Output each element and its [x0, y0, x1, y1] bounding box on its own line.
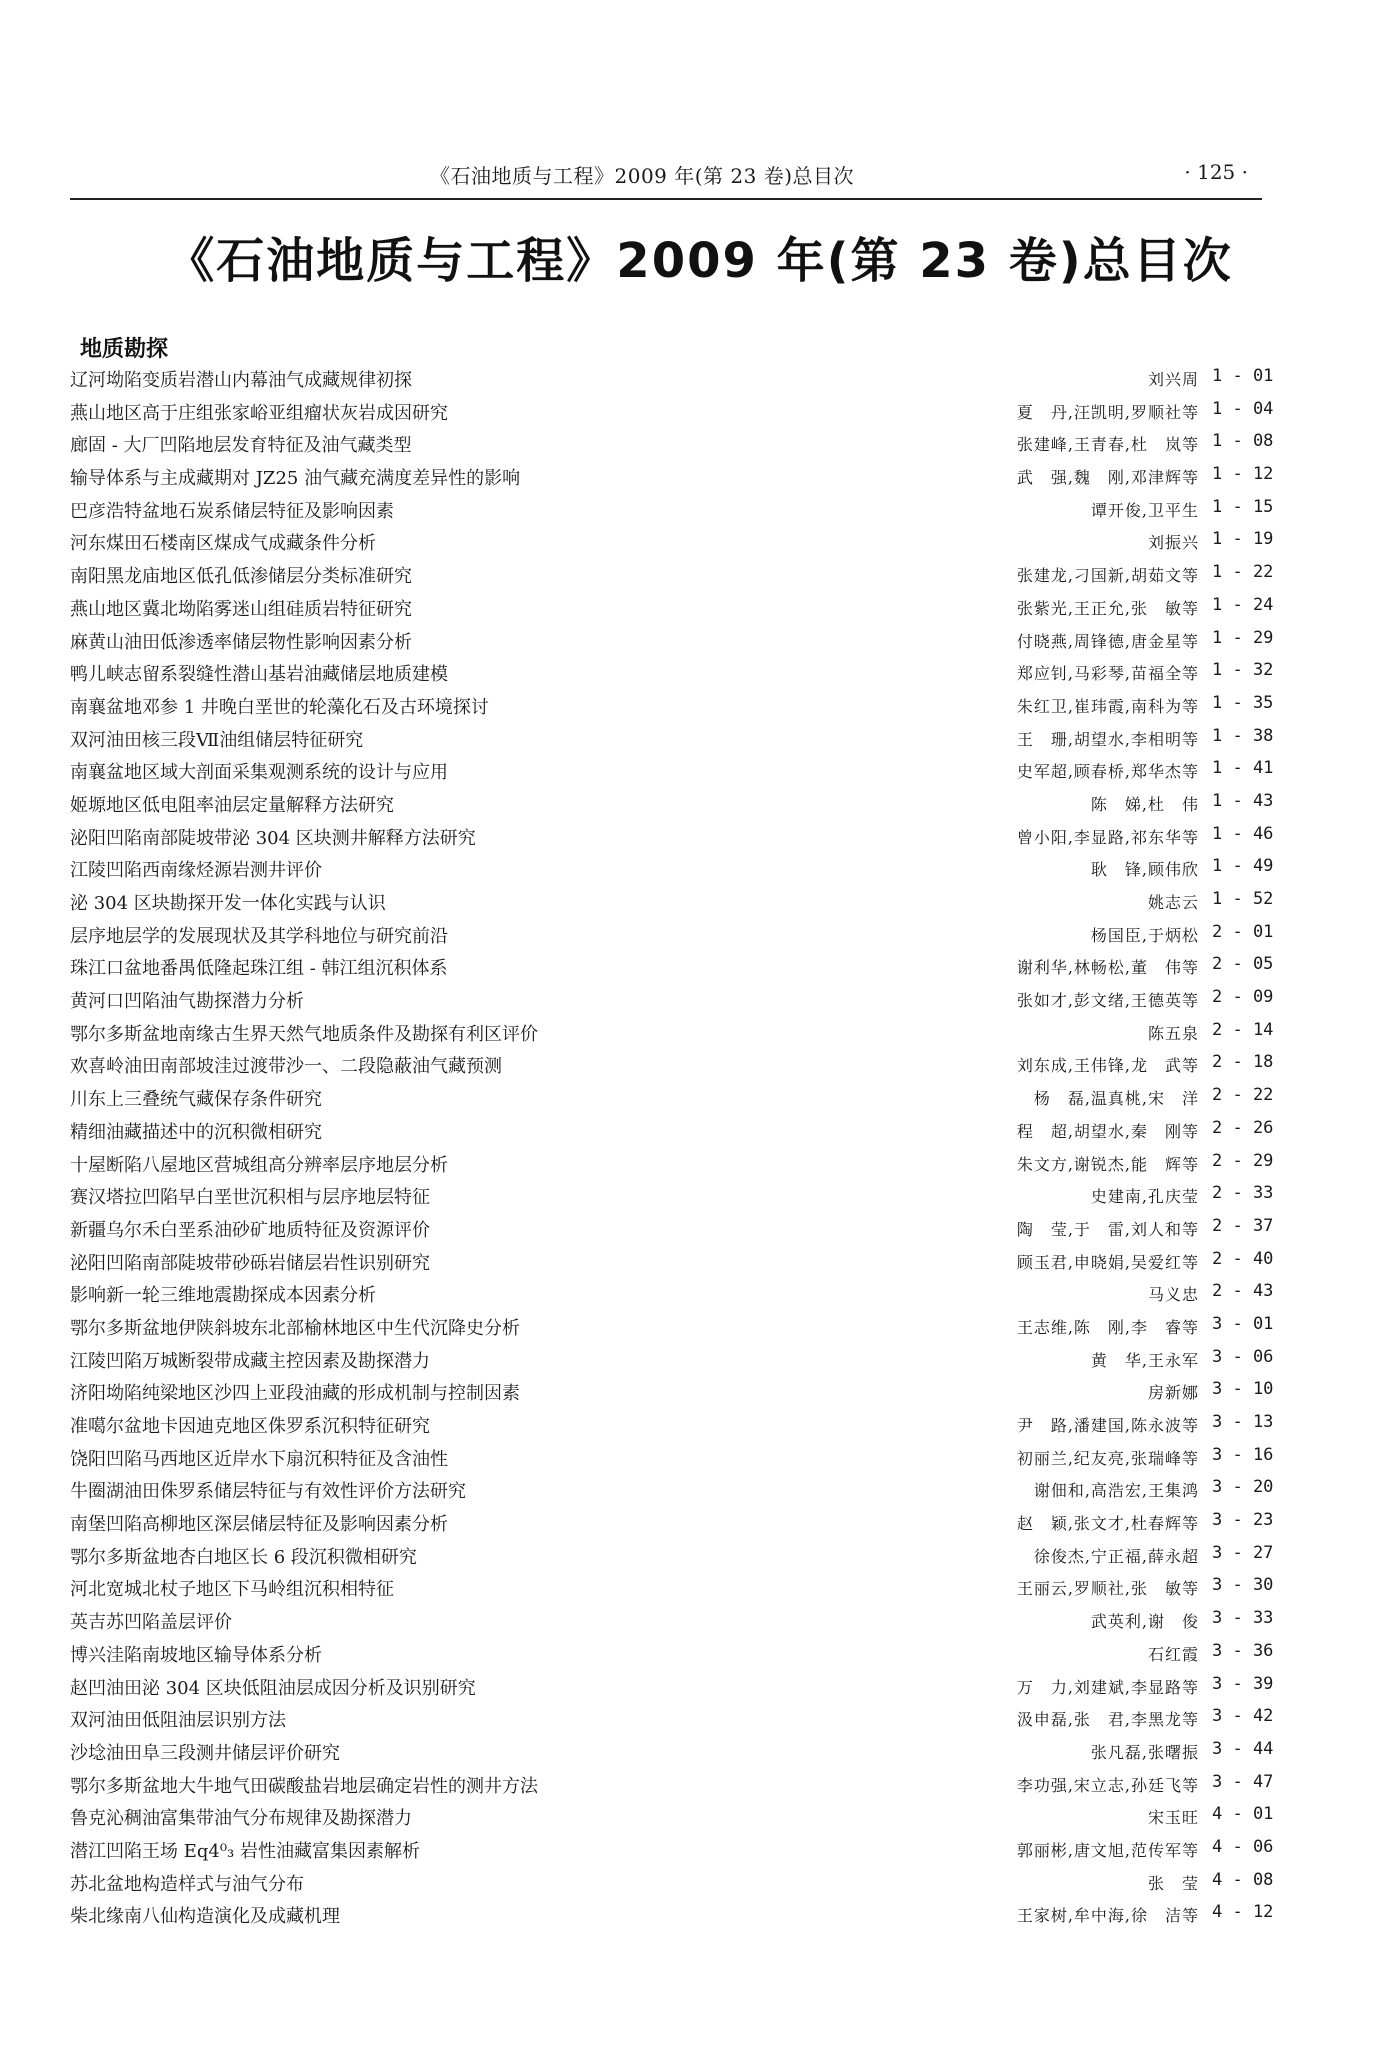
entry-title: 河北宽城北杖子地区下马岭组沉积相特征 — [70, 1579, 394, 1601]
toc-entry — [0, 1147, 1399, 1180]
entry-page: 3 - 33 — [1212, 1608, 1274, 1629]
entry-page: 1 - 41 — [1212, 758, 1274, 779]
entry-page: 1 - 04 — [1212, 398, 1274, 419]
entry-title: 泌阳凹陷南部陡坡带泌 304 区块测井解释方法研究 — [70, 827, 476, 849]
entry-authors: 刘兴周 — [1147, 370, 1199, 389]
entry-page: 1 - 46 — [1212, 823, 1274, 844]
entry-authors: 马义忠 — [1147, 1285, 1199, 1305]
toc-entry — [0, 754, 1399, 787]
entry-title: 鲁克沁稠油富集带油气分布规律及勘探潜力 — [70, 1808, 412, 1830]
entry-title: 牛圈湖油田侏罗系储层特征与有效性评价方法研究 — [70, 1481, 466, 1503]
entry-authors: 王志维,陈 刚,李 睿等 — [1016, 1317, 1199, 1337]
entry-page: 1 - 52 — [1212, 889, 1274, 909]
entry-authors: 张凡磊,张曙振 — [1090, 1742, 1199, 1762]
entry-page: 2 - 18 — [1212, 1052, 1274, 1073]
entry-title: 泌阳凹陷南部陡坡带砂砾岩储层岩性识别研究 — [70, 1252, 430, 1274]
toc-entry — [0, 1212, 1399, 1245]
entry-authors: 朱文方,谢锐杰,能 辉等 — [1016, 1154, 1199, 1174]
entry-authors: 谭开俊,卫平生 — [1090, 500, 1199, 520]
toc-entry — [0, 787, 1399, 820]
entry-title: 十屋断陷八屋地区营城组高分辨率层序地层分析 — [70, 1154, 448, 1176]
entry-title: 燕山地区高于庄组张家峪亚组瘤状灰岩成因研究 — [70, 402, 448, 424]
toc-entry — [0, 1539, 1399, 1572]
toc-entry — [0, 1179, 1399, 1212]
entry-title: 济阳坳陷纯梁地区沙四上亚段油藏的形成机制与控制因素 — [70, 1383, 520, 1405]
entry-title: 鸭儿峡志留系裂缝性潜山基岩油藏储层地质建模 — [70, 664, 448, 686]
entry-page: 4 - 01 — [1212, 1804, 1274, 1825]
entry-authors: 刘东成,王伟锋,龙 武等 — [1016, 1056, 1199, 1076]
entry-title: 南堡凹陷高柳地区深层储层特征及影响因素分析 — [70, 1514, 448, 1536]
entry-authors: 姚志云 — [1147, 893, 1199, 912]
entry-page: 1 - 22 — [1212, 562, 1274, 583]
entry-page: 2 - 22 — [1212, 1085, 1274, 1106]
toc-entry — [0, 427, 1399, 460]
toc-entry — [0, 1408, 1399, 1441]
entry-page: 2 - 43 — [1212, 1281, 1274, 1302]
entry-title: 麻黄山油田低渗透率储层物性影响因素分析 — [70, 631, 412, 653]
toc-entry — [0, 1277, 1399, 1310]
entry-authors: 耿 锋,顾伟欣 — [1090, 860, 1199, 880]
entry-page: 1 - 29 — [1212, 627, 1274, 648]
entry-title: 河东煤田石楼南区煤成气成藏条件分析 — [70, 533, 376, 555]
entry-authors: 陈 娣,杜 伟 — [1090, 794, 1199, 814]
entry-authors: 付晓燕,周锋德,唐金星等 — [1016, 631, 1199, 651]
toc-entry — [0, 1441, 1399, 1474]
entry-page: 1 - 15 — [1212, 496, 1274, 517]
entry-page: 1 - 19 — [1212, 529, 1274, 550]
entry-authors: 李功强,宋立志,孙廷飞等 — [1016, 1775, 1199, 1795]
entry-title: 南阳黑龙庙地区低孔低渗储层分类标准研究 — [70, 566, 412, 588]
entry-authors: 顾玉君,申晓娟,吴爱红等 — [1016, 1252, 1199, 1272]
toc-entry — [0, 1670, 1399, 1703]
toc-entry — [0, 689, 1399, 722]
running-header — [70, 158, 1262, 200]
entry-page: 3 - 13 — [1212, 1412, 1274, 1432]
entry-page: 1 - 49 — [1212, 856, 1274, 877]
entry-authors: 张 莹 — [1147, 1873, 1199, 1893]
entry-authors: 谢利华,林畅松,董 伟等 — [1016, 958, 1199, 978]
toc-entry — [0, 1310, 1399, 1343]
entry-title: 鄂尔多斯盆地南缘古生界天然气地质条件及勘探有利区评价 — [70, 1023, 538, 1045]
entry-authors: 王 珊,胡望水,李相明等 — [1016, 729, 1199, 749]
toc-entry — [0, 558, 1399, 591]
entry-authors: 徐俊杰,宁正福,薛永超 — [1033, 1546, 1199, 1566]
entry-page: 1 - 01 — [1212, 366, 1274, 386]
toc-entry — [0, 395, 1399, 428]
entry-page: 1 - 12 — [1212, 464, 1274, 485]
toc-entry — [0, 1114, 1399, 1147]
entry-authors: 史建南,孔庆莹 — [1090, 1187, 1199, 1207]
entry-authors: 郑应钊,马彩琴,苗福全等 — [1016, 664, 1199, 684]
entry-title: 双河油田核三段Ⅶ油组储层特征研究 — [70, 729, 364, 751]
entry-authors: 郭丽彬,唐文旭,范传军等 — [1016, 1840, 1199, 1860]
entry-page: 3 - 27 — [1212, 1542, 1274, 1563]
toc-entry — [0, 1604, 1399, 1637]
toc-entry — [0, 1637, 1399, 1670]
running-title: 《石油地质与工程》2009 年(第 23 卷)总目次 — [430, 164, 855, 188]
entry-title: 精细油藏描述中的沉积微相研究 — [70, 1121, 322, 1143]
entry-title: 沙埝油田阜三段测井储层评价研究 — [70, 1742, 340, 1764]
entry-title: 英吉苏凹陷盖层评价 — [70, 1612, 232, 1634]
entry-page: 3 - 44 — [1212, 1738, 1274, 1759]
entry-authors: 黄 华,王永军 — [1090, 1350, 1199, 1370]
entry-title: 鄂尔多斯盆地伊陕斜坡东北部榆林地区中生代沉降史分析 — [70, 1317, 520, 1339]
entry-page: 2 - 33 — [1212, 1183, 1274, 1204]
entry-authors: 房新娜 — [1147, 1383, 1199, 1403]
toc-entry — [0, 918, 1399, 951]
entry-title: 层序地层学的发展现状及其学科地位与研究前沿 — [70, 925, 448, 947]
entry-page: 4 - 08 — [1212, 1869, 1274, 1890]
entry-title: 黄河口凹陷油气勘探潜力分析 — [70, 991, 304, 1013]
entry-page: 1 - 35 — [1212, 692, 1274, 713]
entry-title: 输导体系与主成藏期对 JZ25 油气藏充满度差异性的影响 — [70, 468, 521, 490]
entry-authors: 宋玉旺 — [1147, 1808, 1199, 1828]
entry-authors: 尹 路,潘建国,陈永波等 — [1016, 1416, 1199, 1435]
entry-title: 赵凹油田泌 304 区块低阻油层成因分析及识别研究 — [70, 1677, 476, 1699]
toc-entry — [0, 1800, 1399, 1833]
page-number: · 125 · — [1184, 160, 1248, 184]
entry-authors: 张如才,彭文绪,王德英等 — [1016, 991, 1199, 1011]
entry-title: 潜江凹陷王场 Eq4⁰₃ 岩性油藏富集因素解析 — [70, 1840, 420, 1862]
toc-entry — [0, 1898, 1399, 1931]
toc-entry — [0, 1473, 1399, 1506]
entry-title: 姬塬地区低电阻率油层定量解释方法研究 — [70, 794, 394, 816]
toc-entry — [0, 1702, 1399, 1735]
entry-authors: 刘振兴 — [1147, 533, 1199, 553]
entry-authors: 万 力,刘建斌,李显路等 — [1016, 1677, 1199, 1697]
entry-title: 川东上三叠统气藏保存条件研究 — [70, 1089, 322, 1111]
entry-authors: 武英利,谢 俊 — [1090, 1612, 1199, 1632]
entry-page: 2 - 29 — [1212, 1150, 1274, 1171]
entry-authors: 王家树,牟中海,徐 洁等 — [1016, 1906, 1199, 1926]
entry-title: 辽河坳陷变质岩潜山内幕油气成藏规律初探 — [70, 370, 412, 391]
entry-title: 江陵凹陷西南缘烃源岩测井评价 — [70, 860, 322, 882]
entry-title: 巴彦浩特盆地石炭系储层特征及影响因素 — [70, 500, 394, 522]
entry-page: 2 - 05 — [1212, 954, 1274, 975]
entry-page: 1 - 24 — [1212, 594, 1274, 615]
entry-page: 2 - 01 — [1212, 921, 1274, 942]
entry-title: 鄂尔多斯盆地大牛地气田碳酸盐岩地层确定岩性的测井方法 — [70, 1775, 538, 1797]
toc-entry — [0, 885, 1399, 918]
entry-authors: 汲申磊,张 君,李黑龙等 — [1016, 1710, 1199, 1730]
entry-page: 3 - 16 — [1212, 1444, 1274, 1465]
toc-entry — [0, 1343, 1399, 1376]
entry-title: 准噶尔盆地卡因迪克地区侏罗系沉积特征研究 — [70, 1416, 430, 1437]
entry-page: 4 - 12 — [1212, 1902, 1274, 1923]
entry-authors: 张紫光,王正允,张 敏等 — [1016, 598, 1199, 618]
entry-authors: 初丽兰,纪友亮,张瑞峰等 — [1016, 1448, 1199, 1468]
entry-page: 2 - 26 — [1212, 1117, 1274, 1138]
entry-title: 燕山地区冀北坳陷雾迷山组硅质岩特征研究 — [70, 598, 412, 620]
entry-page: 3 - 47 — [1212, 1771, 1274, 1792]
entry-page: 3 - 06 — [1212, 1346, 1274, 1367]
toc-entry — [0, 1016, 1399, 1049]
entry-page: 3 - 39 — [1212, 1673, 1274, 1694]
entry-page: 2 - 14 — [1212, 1019, 1274, 1040]
entry-page: 3 - 36 — [1212, 1640, 1274, 1661]
toc-entry — [0, 820, 1399, 853]
page-title: 《石油地质与工程》2009 年(第 23 卷)总目次 — [166, 233, 1233, 289]
toc-entry — [0, 656, 1399, 689]
entry-page: 1 - 32 — [1212, 660, 1274, 681]
toc-entry — [0, 1833, 1399, 1866]
entry-authors: 史军超,顾春桥,郑华杰等 — [1016, 762, 1199, 782]
entry-page: 3 - 10 — [1212, 1379, 1274, 1400]
entry-authors: 石红霞 — [1147, 1644, 1199, 1664]
entry-authors: 杨 磊,温真桃,宋 洋 — [1033, 1089, 1199, 1109]
entry-page: 3 - 20 — [1212, 1477, 1274, 1498]
entry-page: 1 - 08 — [1212, 431, 1274, 452]
entry-page: 3 - 42 — [1212, 1706, 1274, 1727]
entry-page: 3 - 30 — [1212, 1575, 1274, 1596]
entry-title: 鄂尔多斯盆地杏白地区长 6 段沉积微相研究 — [70, 1546, 417, 1568]
entry-authors: 张建龙,刁国新,胡茹文等 — [1016, 566, 1199, 586]
toc-entry — [0, 1245, 1399, 1278]
entry-authors: 陈五泉 — [1147, 1023, 1199, 1043]
entry-title: 新疆乌尔禾白垩系油砂矿地质特征及资源评价 — [70, 1219, 430, 1241]
entry-title: 柴北缘南八仙构造演化及成藏机理 — [70, 1906, 340, 1928]
toc-entry — [0, 1735, 1399, 1768]
entry-authors: 陶 莹,于 雷,刘人和等 — [1016, 1219, 1199, 1239]
entry-authors: 谢佃和,高浩宏,王集鸿 — [1033, 1481, 1199, 1501]
entry-page: 4 - 06 — [1212, 1836, 1274, 1857]
entry-authors: 王丽云,罗顺社,张 敏等 — [1016, 1579, 1199, 1599]
toc-entry — [0, 983, 1399, 1016]
entry-page: 3 - 01 — [1212, 1313, 1274, 1334]
entry-authors: 赵 颖,张文才,杜春辉等 — [1016, 1514, 1199, 1534]
toc-entry — [0, 362, 1399, 395]
toc-entry — [0, 1081, 1399, 1114]
entry-title: 南襄盆地区域大剖面采集观测系统的设计与应用 — [70, 762, 448, 784]
entry-title: 廊固 - 大厂凹陷地层发育特征及油气藏类型 — [70, 435, 412, 457]
toc-entry — [0, 525, 1399, 558]
toc-list — [0, 362, 1399, 1931]
entry-authors: 武 强,魏 刚,邓津辉等 — [1016, 468, 1199, 488]
entry-title: 博兴洼陷南坡地区输导体系分析 — [70, 1644, 322, 1666]
toc-entry — [0, 624, 1399, 657]
entry-title: 泌 304 区块勘探开发一体化实践与认识 — [70, 893, 386, 914]
toc-entry — [0, 493, 1399, 526]
entry-authors: 程 超,胡望水,秦 刚等 — [1016, 1121, 1199, 1141]
entry-title: 苏北盆地构造样式与油气分布 — [70, 1873, 304, 1895]
toc-entry — [0, 1048, 1399, 1081]
toc-entry — [0, 852, 1399, 885]
toc-entry — [0, 1866, 1399, 1899]
entry-page: 2 - 40 — [1212, 1248, 1274, 1269]
entry-authors: 曾小阳,李显路,祁东华等 — [1016, 827, 1199, 847]
toc-entry — [0, 1375, 1399, 1408]
entry-title: 珠江口盆地番禺低隆起珠江组 - 韩江组沉积体系 — [70, 958, 448, 980]
entry-authors: 夏 丹,汪凯明,罗顺社等 — [1016, 402, 1199, 422]
toc-entry — [0, 591, 1399, 624]
entry-title: 江陵凹陷万城断裂带成藏主控因素及勘探潜力 — [70, 1350, 430, 1372]
entry-page: 2 - 37 — [1212, 1215, 1274, 1236]
entry-title: 饶阳凹陷马西地区近岸水下扇沉积特征及含油性 — [70, 1448, 448, 1470]
toc-entry — [0, 1506, 1399, 1539]
toc-entry — [0, 460, 1399, 493]
section-heading: 地质勘探 — [80, 337, 169, 362]
entry-page: 3 - 23 — [1212, 1510, 1274, 1531]
entry-title: 影响新一轮三维地震勘探成本因素分析 — [70, 1285, 376, 1307]
entry-page: 2 - 09 — [1212, 987, 1274, 1008]
entry-authors: 杨国臣,于炳松 — [1090, 925, 1199, 945]
toc-entry — [0, 950, 1399, 983]
toc-entry — [0, 722, 1399, 755]
entry-page: 1 - 43 — [1212, 790, 1274, 811]
entry-title: 赛汉塔拉凹陷早白垩世沉积相与层序地层特征 — [70, 1187, 430, 1209]
entry-title: 双河油田低阻油层识别方法 — [70, 1710, 286, 1732]
entry-authors: 朱红卫,崔玮霞,南科为等 — [1016, 696, 1199, 716]
toc-entry — [0, 1571, 1399, 1604]
toc-entry — [0, 1768, 1399, 1801]
entry-page: 1 - 38 — [1212, 725, 1274, 746]
entry-title: 欢喜岭油田南部坡洼过渡带沙一、二段隐蔽油气藏预测 — [70, 1056, 502, 1078]
entry-title: 南襄盆地邓参 1 井晚白垩世的轮藻化石及古环境探讨 — [70, 696, 489, 718]
entry-authors: 张建峰,王青春,杜 岚等 — [1016, 435, 1199, 455]
